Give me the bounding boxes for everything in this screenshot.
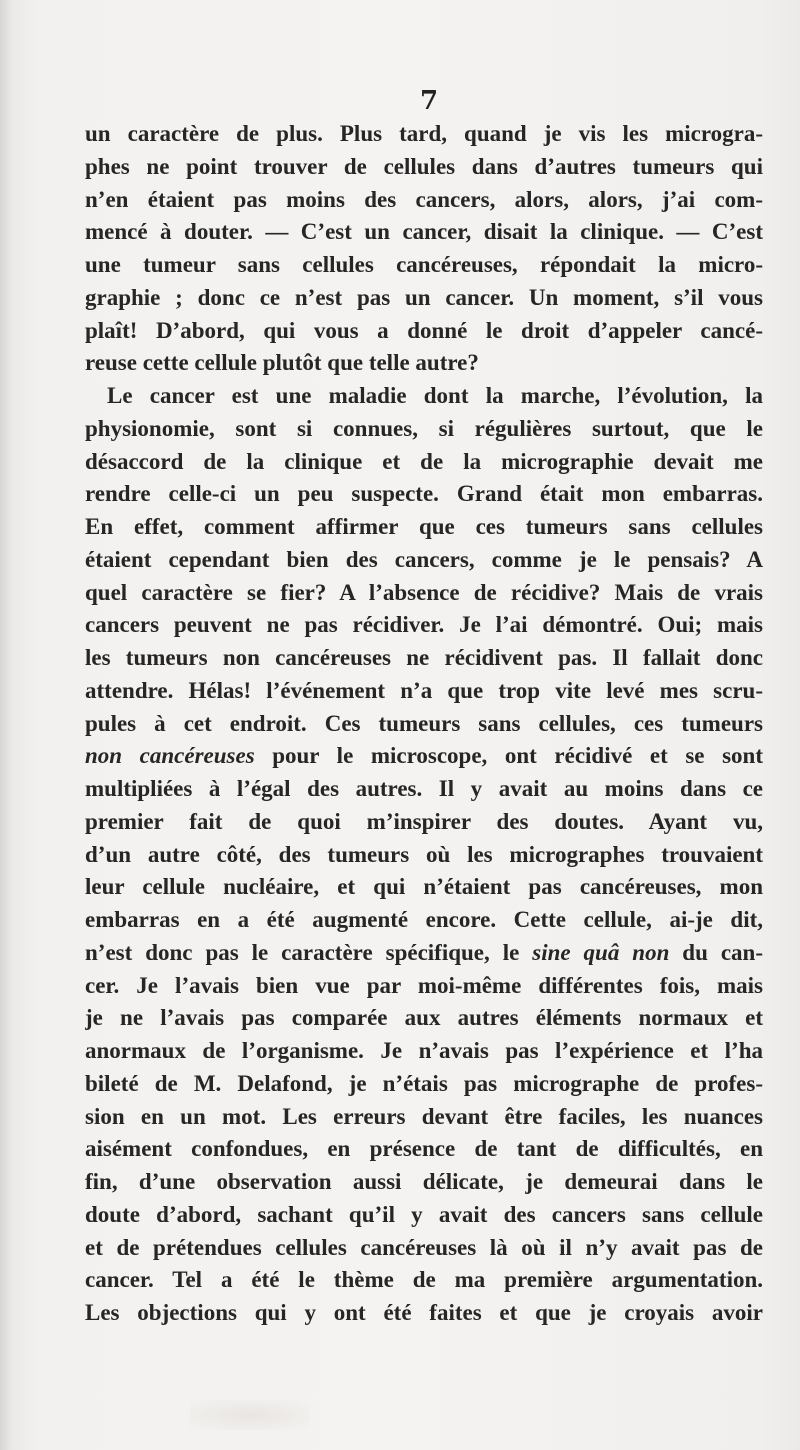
text-run: pour le microscope, ont récidivé et se sont [254, 743, 763, 769]
text-line: et de prétendues cellules cancéreuses là où il n’y avait pas de [85, 1234, 763, 1260]
text-run: n’est donc pas le caractère spécifique, le [85, 939, 533, 965]
text-line: phes ne point trouver de cellules dans d’autres tumeurs qui [85, 153, 763, 179]
text-line: un caractère de plus. Plus tard, quand je vis les microgra- [85, 121, 763, 146]
text-line: une tumeur sans cellules cancéreuses, répondait la micro- [85, 252, 763, 277]
text-line: plaît! D’abord, qui vous a donné le droit d’appeler cancé- [85, 317, 763, 343]
text-line: multipliées à l’égal des autres. Il y avait au moins dans ce [85, 776, 763, 801]
body-text [85, 118, 763, 1330]
text-line: je ne l’avais pas comparée aux autres éléments normaux et [85, 1005, 763, 1031]
text-line: embarras en a été augmenté encore. Cette cellule, ai-je dit, [85, 907, 763, 932]
text-line: n’en étaient pas moins des cancers, alors, alors, j’ai com- [85, 186, 763, 212]
text-line: doute d’abord, sachant qu’il y avait des cancers sans cellule [85, 1201, 763, 1227]
text-line: mencé à douter. — C’est un cancer, disait la clinique. — C’est [85, 219, 763, 245]
text-line: attendre. Hélas! l’événement n’a que trop vite levé mes scru- [85, 677, 763, 703]
page-number: 7 [420, 86, 439, 116]
text-line: graphie ; donc ce n’est pas un cancer. Un moment, s’il vous [85, 284, 763, 310]
text-line: cancers peuvent ne pas récidiver. Je l’ai démontré. Oui; mais [85, 612, 763, 638]
italic-phrase: sine quâ non [532, 939, 670, 965]
paper-stain [190, 1400, 310, 1430]
text-line: sion en un mot. Les erreurs devant être faciles, les nuances [85, 1103, 763, 1129]
text-line: reuse cette cellule plutôt que telle autre? [85, 350, 479, 376]
text-line: premier fait de quoi m’inspirer des doutes. Ayant vu, [85, 808, 763, 834]
text-line: fin, d’une observation aussi délicate, je demeurai dans le [85, 1169, 763, 1194]
text-line: étaient cependant bien des cancers, comme je le pensais? A [85, 546, 763, 572]
text-line: rendre celle-ci un peu suspecte. Grand était mon embarras. [85, 481, 763, 507]
text-line: les tumeurs non cancéreuses ne récidivent pas. Il fallait donc [85, 645, 763, 670]
text-line: cancer. Tel a été le thème de ma première argumentation. [85, 1267, 763, 1293]
text-line: quel caractère se fier? A l’absence de récidive? Mais de vrais [85, 579, 763, 605]
text-line: désaccord de la clinique et de la micrographie devait me [85, 448, 763, 474]
text-line: cer. Je l’avais bien vue par moi-même différentes fois, mais [85, 972, 763, 998]
text-line: anormaux de l’organisme. Je n’avais pas l’expérience et l’ha [85, 1038, 763, 1063]
text-line: En effet, comment affirmer que ces tumeurs sans cellules [85, 514, 763, 539]
text-line: Les objections qui y ont été faites et que je croyais avoir [85, 1300, 763, 1325]
text-line: pules à cet endroit. Ces tumeurs sans cellules, ces tumeurs [85, 710, 763, 736]
text-line [85, 937, 763, 970]
text-line [85, 740, 763, 773]
text-run: du can- [669, 939, 763, 965]
text-line: d’un autre côté, des tumeurs où les micrographes trouvaient [85, 841, 763, 867]
italic-phrase: non cancéreuses [85, 743, 255, 769]
text-line: leur cellule nucléaire, et qui n’étaient pas cancéreuses, mon [85, 874, 763, 900]
text-line: bileté de M. Delafond, je n’étais pas micrographe de profes- [85, 1070, 763, 1096]
text-line: aisément confondues, en présence de tant de difficultés, en [85, 1136, 763, 1162]
text-line: physionomie, sont si connues, si régulières surtout, que le [85, 415, 763, 441]
text-line: Le cancer est une maladie dont la marche, l’évolution, la [107, 383, 763, 408]
page-gutter-shadow [0, 0, 12, 1450]
